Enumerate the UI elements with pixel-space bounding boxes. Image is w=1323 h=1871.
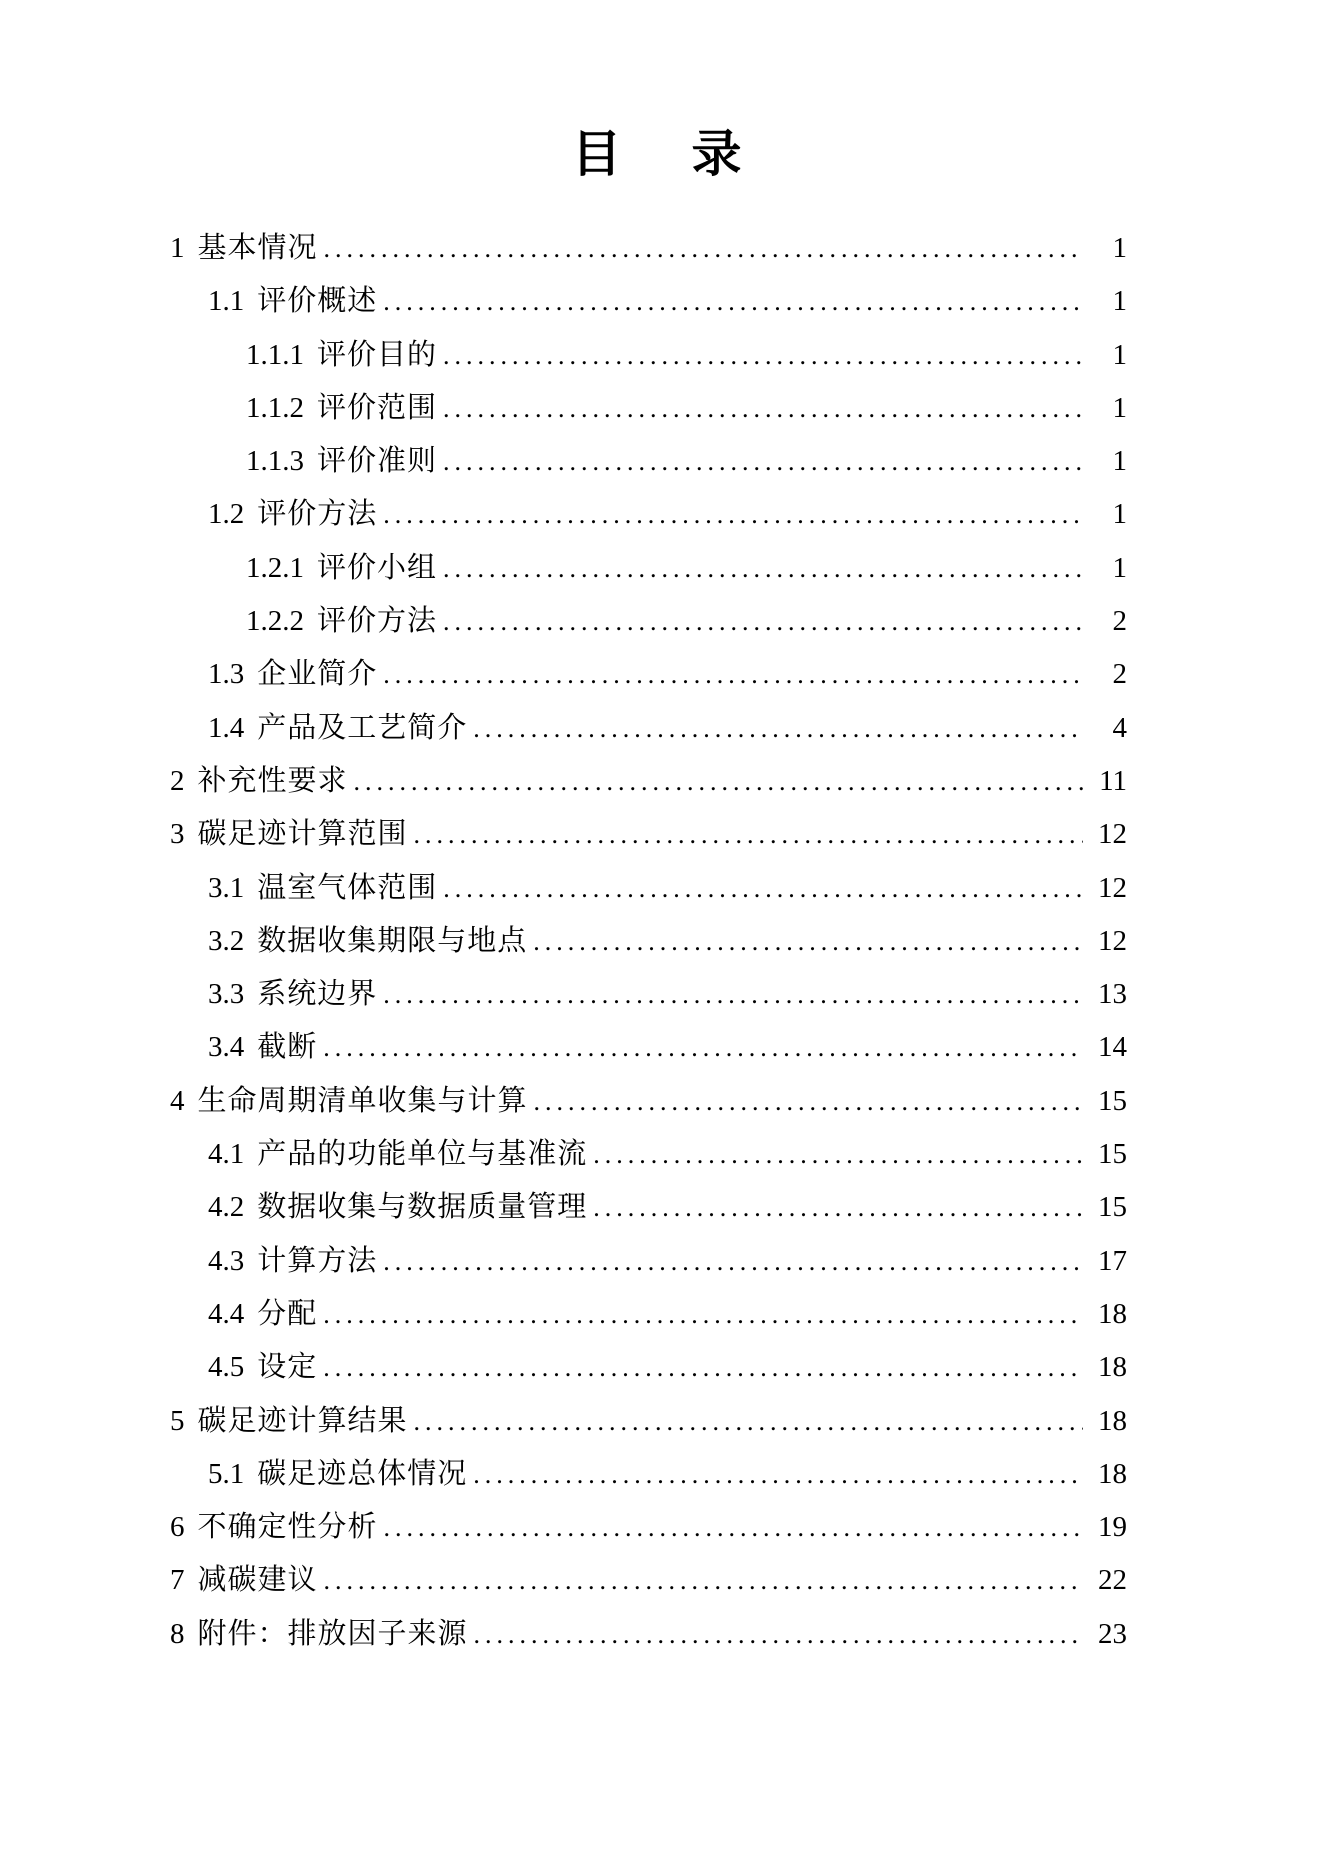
toc-entry-page: 18 <box>1098 1404 1127 1437</box>
toc-entry-number: 1 <box>170 232 185 264</box>
toc-entry[interactable] <box>170 1341 1127 1394</box>
toc-entry-number: 3.1 <box>208 871 245 904</box>
toc-leader-dots <box>324 222 1083 275</box>
toc-entry-label: 补充性要求 <box>197 764 348 797</box>
toc-entry-page: 2 <box>1112 605 1127 638</box>
toc-entry-number: 1.1.1 <box>246 338 304 371</box>
toc-entry-page: 12 <box>1098 818 1127 851</box>
toc-leader-dots <box>323 1021 1083 1074</box>
toc-entry-number: 1.3 <box>208 658 245 691</box>
toc-leader-dots <box>383 1235 1083 1288</box>
toc-entry-page: 18 <box>1098 1297 1127 1330</box>
toc-entry-number: 4 <box>170 1084 185 1117</box>
toc-entry-label: 生命周期清单收集与计算 <box>197 1084 528 1117</box>
toc-list <box>0 222 1323 1661</box>
toc-entry-label: 不确定性分析 <box>197 1511 378 1544</box>
toc-leader-dots <box>473 1448 1083 1501</box>
toc-entry-number: 1.1.2 <box>246 391 304 424</box>
toc-entry-label: 分配 <box>257 1297 318 1330</box>
toc-entry-label: 碳足迹计算范围 <box>197 818 408 851</box>
toc-entry[interactable] <box>170 275 1127 328</box>
toc-entry-page: 23 <box>1098 1617 1127 1650</box>
toc-entry-label: 附件：排放因子来源 <box>197 1617 468 1650</box>
toc-entry-number: 8 <box>170 1617 185 1650</box>
toc-entry-page: 19 <box>1098 1511 1127 1544</box>
toc-entry-number: 6 <box>170 1511 185 1544</box>
toc-entry-number: 1.1.3 <box>246 445 304 478</box>
toc-entry-page: 17 <box>1098 1244 1127 1277</box>
toc-entry-label: 数据收集期限与地点 <box>257 924 528 957</box>
toc-entry-number: 1.1 <box>208 285 245 318</box>
toc-entry[interactable] <box>170 1075 1127 1128</box>
toc-entry[interactable] <box>170 648 1127 701</box>
toc-entry[interactable] <box>170 755 1127 808</box>
toc-entry-page: 15 <box>1098 1084 1127 1117</box>
toc-leader-dots <box>383 488 1083 541</box>
toc-leader-dots <box>593 1181 1083 1234</box>
toc-leader-dots <box>443 329 1083 382</box>
toc-entry[interactable] <box>170 222 1127 275</box>
toc-entry-label: 温室气体范围 <box>257 871 438 904</box>
toc-entry-label: 评价目的 <box>317 338 438 371</box>
toc-entry-page: 12 <box>1098 871 1127 904</box>
toc-leader-dots <box>443 862 1083 915</box>
toc-entry-number: 5 <box>170 1404 185 1437</box>
toc-entry-page: 14 <box>1098 1031 1127 1064</box>
toc-entry[interactable] <box>170 915 1127 968</box>
toc-entry-page: 18 <box>1098 1457 1127 1490</box>
toc-entry-label: 评价概述 <box>257 285 378 318</box>
toc-entry-label: 碳足迹计算结果 <box>197 1404 408 1437</box>
toc-entry[interactable] <box>170 1288 1127 1341</box>
toc-entry-number: 2 <box>170 764 185 797</box>
toc-entry-page: 4 <box>1112 711 1127 744</box>
toc-entry[interactable] <box>170 382 1127 435</box>
toc-leader-dots <box>383 275 1083 328</box>
toc-entry-page: 15 <box>1098 1191 1127 1224</box>
toc-entry[interactable] <box>170 488 1127 541</box>
toc-entry-page: 1 <box>1112 551 1127 584</box>
toc-leader-dots <box>443 382 1083 435</box>
toc-entry[interactable] <box>170 1021 1127 1074</box>
toc-entry-label: 评价准则 <box>317 445 438 478</box>
toc-entry[interactable] <box>170 1608 1127 1661</box>
toc-entry-number: 3 <box>170 818 185 851</box>
toc-leader-dots <box>473 702 1083 755</box>
toc-entry-label: 产品及工艺简介 <box>257 711 468 744</box>
toc-entry[interactable] <box>170 1501 1127 1554</box>
toc-entry-label: 截断 <box>257 1031 318 1064</box>
toc-entry-number: 3.2 <box>208 924 245 957</box>
toc-entry-page: 1 <box>1112 338 1127 371</box>
toc-entry-page: 1 <box>1112 232 1127 264</box>
toc-entry[interactable] <box>170 968 1127 1021</box>
toc-entry-page: 1 <box>1112 445 1127 478</box>
toc-entry-label: 评价范围 <box>317 391 438 424</box>
toc-entry-number: 3.4 <box>208 1031 245 1064</box>
toc-leader-dots <box>323 1288 1083 1341</box>
toc-entry-number: 1.2.1 <box>246 551 304 584</box>
toc-entry[interactable] <box>170 435 1127 488</box>
toc-entry[interactable] <box>170 1128 1127 1181</box>
toc-entry[interactable] <box>170 1235 1127 1288</box>
toc-entry-label: 基本情况 <box>197 232 318 264</box>
toc-entry[interactable] <box>170 702 1127 755</box>
toc-entry-label: 评价小组 <box>317 551 438 584</box>
toc-leader-dots <box>354 755 1083 808</box>
toc-entry-page: 1 <box>1112 285 1127 318</box>
toc-entry-number: 1.4 <box>208 711 245 744</box>
page-title: 目 录 <box>571 126 752 182</box>
toc-entry-number: 1.2.2 <box>246 605 304 638</box>
toc-entry-label: 评价方法 <box>257 498 378 531</box>
toc-entry-label: 数据收集与数据质量管理 <box>257 1191 588 1224</box>
toc-leader-dots <box>443 595 1083 648</box>
toc-entry-label: 评价方法 <box>317 605 438 638</box>
toc-entry-number: 7 <box>170 1564 185 1597</box>
toc-entry-page: 12 <box>1098 924 1127 957</box>
toc-leader-dots <box>383 648 1083 701</box>
toc-leader-dots <box>443 435 1083 488</box>
toc-entry[interactable] <box>170 1395 1127 1448</box>
toc-entry-number: 4.3 <box>208 1244 245 1277</box>
toc-entry-page: 11 <box>1099 764 1127 797</box>
toc-entry[interactable] <box>170 1181 1127 1234</box>
toc-entry-label: 减碳建议 <box>197 1564 318 1597</box>
toc-entry[interactable] <box>170 808 1127 861</box>
toc-entry-page: 18 <box>1098 1351 1127 1384</box>
toc-entry[interactable] <box>170 862 1127 915</box>
toc-leader-dots <box>383 968 1083 1021</box>
toc-leader-dots <box>323 1341 1083 1394</box>
toc-leader-dots <box>414 808 1083 861</box>
toc-leader-dots <box>533 915 1083 968</box>
toc-entry-number: 4.1 <box>208 1138 245 1171</box>
toc-entry-page: 1 <box>1112 498 1127 531</box>
toc-entry-number: 1.2 <box>208 498 245 531</box>
toc-entry-number: 4.2 <box>208 1191 245 1224</box>
toc-leader-dots <box>443 542 1083 595</box>
toc-leader-dots <box>593 1128 1083 1181</box>
toc-leader-dots <box>534 1075 1083 1128</box>
toc-entry-label: 系统边界 <box>257 978 378 1011</box>
toc-entry-page: 1 <box>1112 391 1127 424</box>
toc-entry[interactable] <box>170 542 1127 595</box>
toc-entry-page: 22 <box>1098 1564 1127 1597</box>
toc-entry-label: 设定 <box>257 1351 318 1384</box>
toc-entry-number: 5.1 <box>208 1457 245 1490</box>
toc-entry-page: 2 <box>1112 658 1127 691</box>
toc-entry-label: 企业简介 <box>257 658 378 691</box>
toc-entry[interactable] <box>170 1448 1127 1501</box>
toc-entry[interactable] <box>170 1554 1127 1607</box>
toc-leader-dots <box>324 1554 1083 1607</box>
toc-entry-label: 碳足迹总体情况 <box>257 1457 468 1490</box>
toc-entry-label: 计算方法 <box>257 1244 378 1277</box>
toc-entry-label: 产品的功能单位与基准流 <box>257 1138 588 1171</box>
toc-entry[interactable] <box>170 329 1127 382</box>
toc-leader-dots <box>414 1395 1083 1448</box>
toc-entry-page: 13 <box>1098 978 1127 1011</box>
toc-entry-number: 3.3 <box>208 978 245 1011</box>
toc-leader-dots <box>474 1608 1083 1661</box>
toc-entry[interactable] <box>170 595 1127 648</box>
toc-leader-dots <box>384 1501 1083 1554</box>
toc-entry-number: 4.4 <box>208 1297 245 1330</box>
toc-entry-number: 4.5 <box>208 1351 245 1384</box>
toc-entry-page: 15 <box>1098 1138 1127 1171</box>
